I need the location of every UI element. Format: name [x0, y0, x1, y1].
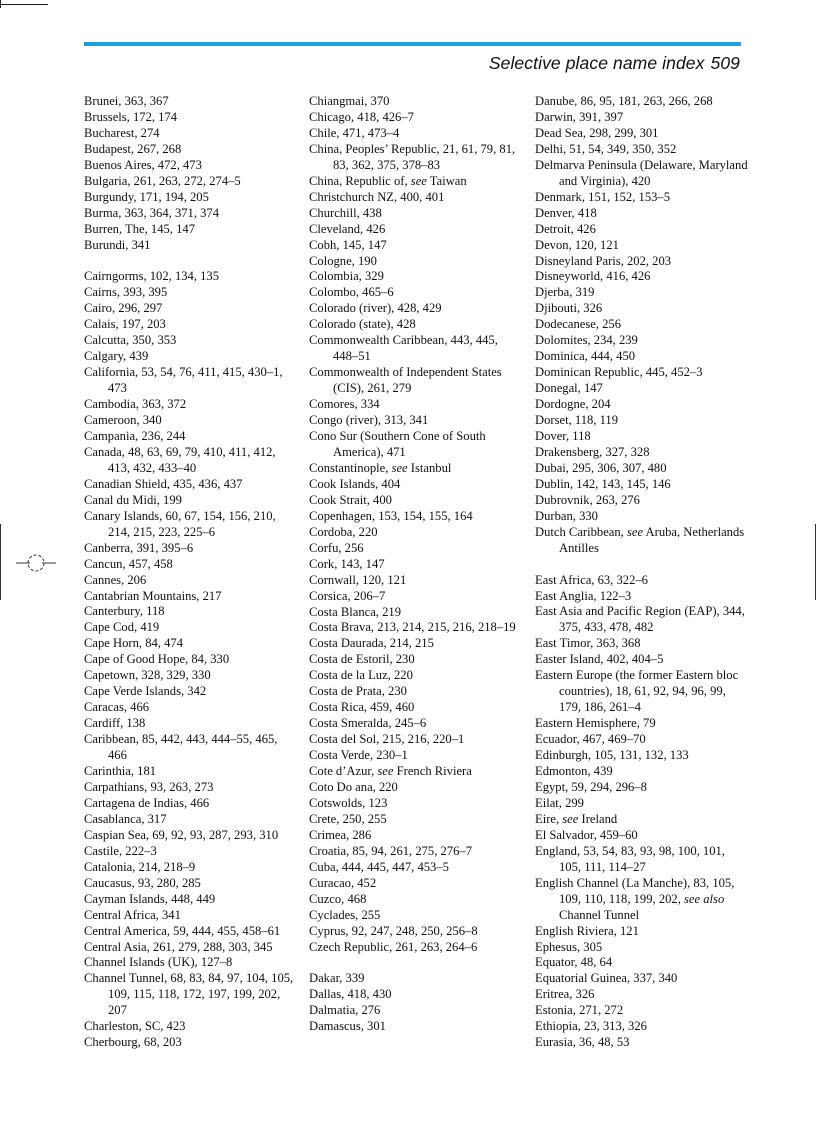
index-entry: Colorado (state), 428	[309, 317, 416, 332]
index-entry: Detroit, 426	[535, 221, 596, 236]
crop-mark-vertical	[0, 0, 1, 8]
index-entry: Cono Sur (Southern Cone of South America), 471	[309, 429, 486, 459]
index-entry: Equatorial Guinea, 337, 340	[535, 971, 678, 986]
index-entry: English Riviera, 121	[535, 923, 639, 938]
index-entry: El Salvador, 459–60	[535, 827, 638, 842]
index-entry: Canterbury, 118	[84, 604, 165, 619]
registration-mark-icon	[16, 550, 56, 576]
index-entry: Cleveland, 426	[309, 221, 386, 236]
index-entry: Cork, 143, 147	[309, 556, 385, 571]
index-entry: Casablanca, 317	[84, 811, 167, 826]
index-entry: East Timor, 363, 368	[535, 636, 641, 651]
index-entry: Eastern Hemisphere, 79	[535, 716, 656, 731]
index-entry: Calcutta, 350, 353	[84, 333, 177, 348]
index-entry: Djibouti, 326	[535, 301, 603, 316]
index-entry: Brussels, 172, 174	[84, 109, 178, 124]
index-column-1	[84, 94, 299, 1051]
index-entry: Costa Daurada, 214, 215	[309, 636, 434, 651]
index-entry: Corsica, 206–7	[309, 588, 386, 603]
index-entry: East Anglia, 122–3	[535, 588, 632, 603]
index-entry: Cantabrian Mountains, 217	[84, 588, 222, 603]
index-entry: Cameroon, 340	[84, 413, 162, 428]
index-entry: Cancun, 457, 458	[84, 556, 173, 571]
index-entry: Carinthia, 181	[84, 764, 157, 779]
index-entry: Crete, 250, 255	[309, 811, 387, 826]
index-entry: Castile, 222–3	[84, 843, 157, 858]
index-entry: Catalonia, 214, 218–9	[84, 859, 196, 874]
index-entry: Egypt, 59, 294, 296–8	[535, 779, 647, 794]
index-entry: Easter Island, 402, 404–5	[535, 652, 664, 667]
index-entry: China, Peoples’ Republic, 21, 61, 79, 81, 83, 362, 375, 378–83	[309, 141, 516, 172]
index-letter-gap	[84, 254, 299, 270]
index-entry: Costa de la Luz, 220	[309, 668, 413, 683]
index-entry: Caribbean, 85, 442, 443, 444–55, 465, 466	[84, 732, 278, 763]
index-entry: Dutch Caribbean, see Aruba, Netherlands Antilles	[535, 524, 745, 555]
index-entry: Costa Rica, 459, 460	[309, 700, 415, 715]
index-entry: Colombia, 329	[309, 269, 384, 284]
index-entry: Costa Blanca, 219	[309, 604, 401, 619]
index-entry: Donegal, 147	[535, 381, 603, 396]
index-entry: Calais, 197, 203	[84, 317, 166, 332]
index-entry: Bulgaria, 261, 263, 272, 274–5	[84, 173, 241, 188]
index-entry: Cologne, 190	[309, 253, 377, 268]
index-letter-gap	[535, 557, 750, 573]
index-entry: Crimea, 286	[309, 827, 372, 842]
index-letter-gap	[309, 955, 524, 971]
index-entry: California, 53, 54, 76, 411, 415, 430–1, 473	[84, 365, 283, 396]
index-entry: Chile, 471, 473–4	[309, 125, 400, 140]
index-entry: Dublin, 142, 143, 145, 146	[535, 476, 671, 491]
index-entry: Cote d’Azur, see French Riviera	[309, 764, 472, 779]
index-entry: Dominican Republic, 445, 452–3	[535, 365, 703, 380]
index-entry: Cannes, 206	[84, 572, 147, 587]
index-entry: Costa de Prata, 230	[309, 684, 407, 699]
index-entry: Dubrovnik, 263, 276	[535, 492, 640, 507]
index-entry: Eastern Europe (the former Eastern bloc countries), 18, 61, 92, 94, 96, 99, 179, 186, 261–4	[535, 668, 739, 715]
index-entry: Chicago, 418, 426–7	[309, 109, 414, 124]
index-entry: Constantinople, see Istanbul	[309, 460, 452, 475]
index-entry: Burundi, 341	[84, 237, 151, 252]
index-entry: Cape of Good Hope, 84, 330	[84, 652, 230, 667]
index-entry: Campania, 236, 244	[84, 429, 186, 443]
index-entry: Costa de Estoril, 230	[309, 652, 415, 667]
index-entry: Denver, 418	[535, 205, 597, 220]
index-entry: Cobh, 145, 147	[309, 237, 387, 252]
index-entry: Cambodia, 363, 372	[84, 397, 187, 412]
index-entry: Canal du Midi, 199	[84, 492, 182, 507]
index-entry: Ecuador, 467, 469–70	[535, 732, 646, 747]
index-entry: Colombo, 465–6	[309, 285, 394, 300]
index-entry: Denmark, 151, 152, 153–5	[535, 189, 671, 204]
index-entry: East Asia and Pacific Region (EAP), 344, 375, 433, 478, 482	[535, 604, 745, 635]
index-entry: Canberra, 391, 395–6	[84, 540, 194, 555]
index-entry: Burgundy, 171, 194, 205	[84, 189, 209, 204]
index-entry: Dordogne, 204	[535, 397, 611, 412]
index-entry: Durban, 330	[535, 508, 598, 523]
index-entry: Charleston, SC, 423	[84, 1019, 186, 1034]
index-entry: Delhi, 51, 54, 349, 350, 352	[535, 141, 677, 156]
index-entry: Caracas, 466	[84, 700, 150, 715]
index-column-2	[309, 94, 524, 1035]
index-entry: Cornwall, 120, 121	[309, 572, 407, 587]
index-entry: Cape Verde Islands, 342	[84, 684, 207, 699]
index-entry: Capetown, 328, 329, 330	[84, 668, 211, 683]
index-entry: Cook Strait, 400	[309, 492, 392, 507]
index-column-3	[535, 94, 750, 1051]
page-number: 509	[710, 53, 740, 73]
index-entry: Costa Verde, 230–1	[309, 748, 408, 763]
index-entry: Curacao, 452	[309, 875, 377, 890]
index-entry: Djerba, 319	[535, 285, 595, 300]
index-entry: Cotswolds, 123	[309, 795, 388, 810]
index-entry: Czech Republic, 261, 263, 264–6	[309, 939, 478, 954]
index-entry: Cuba, 444, 445, 447, 453–5	[309, 859, 449, 874]
index-entry: Ethiopia, 23, 313, 326	[535, 1019, 647, 1034]
index-entry: Dead Sea, 298, 299, 301	[535, 125, 659, 140]
index-entry: Budapest, 267, 268	[84, 141, 182, 156]
index-entry: Costa del Sol, 215, 216, 220–1	[309, 732, 465, 747]
index-entry: Ephesus, 305	[535, 939, 603, 954]
index-entry: Equator, 48, 64	[535, 955, 613, 970]
index-entry: Delmarva Peninsula (Delaware, Maryland and Virginia), 420	[535, 157, 748, 188]
index-entry: East Africa, 63, 322–6	[535, 572, 648, 587]
index-entry: Coto Do ana, 220	[309, 779, 398, 794]
index-entry: Eire, see Ireland	[535, 811, 618, 826]
index-entry: Comores, 334	[309, 397, 380, 412]
index-entry: Cayman Islands, 448, 449	[84, 891, 216, 906]
index-entry: Dodecanese, 256	[535, 317, 622, 332]
index-entry: Cairns, 393, 395	[84, 285, 168, 300]
index-entry: Dorset, 118, 119	[535, 413, 619, 428]
index-entry: Carpathians, 93, 263, 273	[84, 779, 214, 794]
index-entry: Cherbourg, 68, 203	[84, 1035, 182, 1050]
index-entry: Drakensberg, 327, 328	[535, 444, 650, 459]
index-entry: Burren, The, 145, 147	[84, 221, 195, 236]
index-entry: Costa Smeralda, 245–6	[309, 716, 427, 731]
index-entry: Disneyworld, 416, 426	[535, 269, 651, 284]
index-entry: Canary Islands, 60, 67, 154, 156, 210, 214, 215, 223, 225–6	[84, 508, 276, 539]
index-entry: Canada, 48, 63, 69, 79, 410, 411, 412, 413, 432, 433–40	[84, 444, 276, 475]
index-entry: Devon, 120, 121	[535, 237, 619, 252]
index-entry: Copenhagen, 153, 154, 155, 164	[309, 508, 473, 523]
index-entry: English Channel (La Manche), 83, 105, 109, 110, 118, 199, 202, see also Channel Tunnel	[535, 875, 735, 922]
index-entry: Burma, 363, 364, 371, 374	[84, 205, 220, 220]
index-entry: Dover, 118	[535, 429, 591, 444]
index-entry: Colorado (river), 428, 429	[309, 301, 442, 316]
index-entry: Channel Tunnel, 68, 83, 84, 97, 104, 105, 109, 115, 118, 172, 197, 199, 202, 207	[84, 971, 294, 1018]
index-entry: Eurasia, 36, 48, 53	[535, 1035, 630, 1050]
index-entry: Christchurch NZ, 400, 401	[309, 189, 445, 204]
index-entry: Eritrea, 326	[535, 987, 595, 1002]
index-entry: Eilat, 299	[535, 795, 584, 810]
index-entry: Cyprus, 92, 247, 248, 250, 256–8	[309, 923, 478, 938]
running-head	[489, 53, 740, 74]
index-entry: Dubai, 295, 306, 307, 480	[535, 460, 667, 475]
index-entry: Dalmatia, 276	[309, 1003, 381, 1018]
index-entry: Cardiff, 138	[84, 716, 146, 731]
index-entry: Edinburgh, 105, 131, 132, 133	[535, 748, 689, 763]
index-entry: Edmonton, 439	[535, 764, 613, 779]
index-entry: England, 53, 54, 83, 93, 98, 100, 101, 105, 111, 114–27	[535, 843, 725, 874]
index-entry: Channel Islands (UK), 127–8	[84, 955, 233, 970]
index-entry: Buenos Aires, 472, 473	[84, 157, 202, 172]
index-entry: Danube, 86, 95, 181, 263, 266, 268	[535, 94, 713, 108]
index-entry: Commonwealth of Independent States (CIS), 261, 279	[309, 365, 502, 396]
index-entry: Dolomites, 234, 239	[535, 333, 638, 348]
index-entry: Cordoba, 220	[309, 524, 378, 539]
index-entry: Cairo, 296, 297	[84, 301, 163, 316]
index-entry: Cyclades, 255	[309, 907, 381, 922]
index-entry: Canadian Shield, 435, 436, 437	[84, 476, 243, 491]
index-entry: Bucharest, 274	[84, 125, 160, 140]
index-entry: Central Africa, 341	[84, 907, 181, 922]
index-entry: Dallas, 418, 430	[309, 987, 392, 1002]
index-entry: Croatia, 85, 94, 261, 275, 276–7	[309, 843, 473, 858]
page-title: Selective place name index	[488, 53, 705, 73]
index-entry: Caucasus, 93, 280, 285	[84, 875, 201, 890]
registration-line-left	[0, 524, 1, 600]
index-entry: Estonia, 271, 272	[535, 1003, 624, 1018]
index-entry: Damascus, 301	[309, 1019, 386, 1034]
index-entry: Caspian Sea, 69, 92, 93, 287, 293, 310	[84, 827, 279, 842]
index-entry: China, Republic of, see Taiwan	[309, 173, 467, 188]
index-entry: Central Asia, 261, 279, 288, 303, 345	[84, 939, 273, 954]
index-entry: Commonwealth Caribbean, 443, 445, 448–51	[309, 333, 498, 364]
index-entry: Dakar, 339	[309, 971, 365, 986]
index-entry: Costa Brava, 213, 214, 215, 216, 218–19	[309, 620, 516, 635]
index-entry: Cape Cod, 419	[84, 620, 160, 635]
index-entry: Congo (river), 313, 341	[309, 413, 429, 428]
index-entry: Cairngorms, 102, 134, 135	[84, 269, 220, 284]
index-entry: Dominica, 444, 450	[535, 349, 636, 364]
index-entry: Central America, 59, 444, 455, 458–61	[84, 923, 281, 938]
index-entry: Cartagena de Indias, 466	[84, 795, 210, 810]
index-entry: Calgary, 439	[84, 349, 149, 364]
index-entry: Disneyland Paris, 202, 203	[535, 253, 672, 268]
index-entry: Darwin, 391, 397	[535, 109, 624, 124]
header-rule	[84, 42, 741, 46]
index-entry: Brunei, 363, 367	[84, 94, 169, 108]
index-entry: Cape Horn, 84, 474	[84, 636, 183, 651]
index-entry: Chiangmai, 370	[309, 94, 390, 108]
index-entry: Corfu, 256	[309, 540, 364, 555]
crop-mark-top-left	[0, 4, 48, 5]
index-entry: Cuzco, 468	[309, 891, 367, 906]
index-entry: Churchill, 438	[309, 205, 382, 220]
index-entry: Cook Islands, 404	[309, 476, 401, 491]
